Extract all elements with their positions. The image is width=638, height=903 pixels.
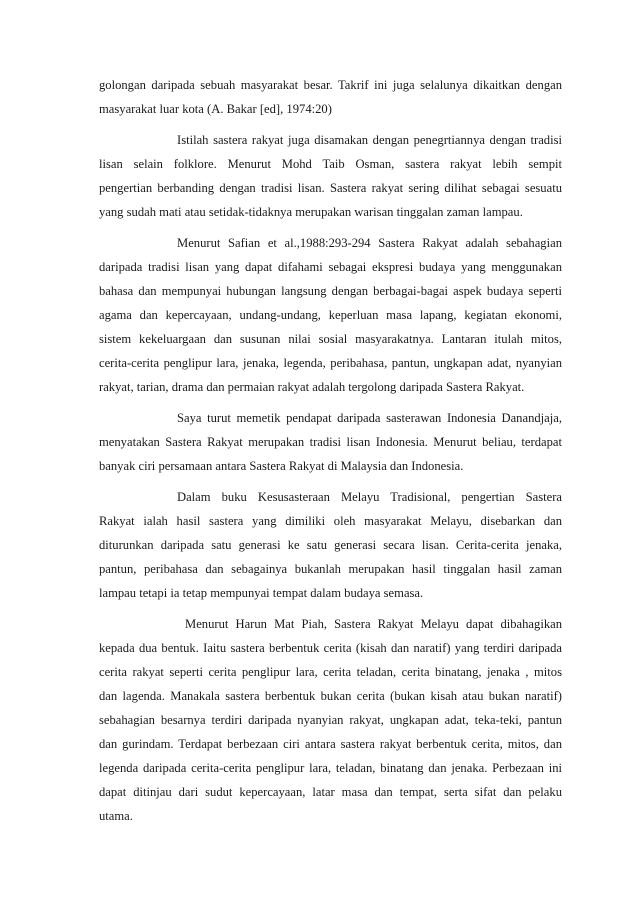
paragraph-first-line: Istilah sastera rakyat juga disamakan dengan penegrtiannya dengan tradisi <box>177 133 562 147</box>
paragraph-first-line: Menurut Safian et al.,1988:293-294 Sastera Rakyat adalah sebahagian <box>177 236 562 250</box>
text-line: pantun, peribahasa dan sebagainya bukanlah merupakan hasil tinggalan hasil zaman <box>99 562 562 576</box>
text-line: banyak ciri persamaan antara Sastera Rakyat di Malaysia dan Indonesia. <box>99 459 464 473</box>
text-line: diturunkan daripada satu generasi ke satu generasi secara lisan. Cerita-cerita jenaka, <box>99 538 562 552</box>
text-line: dan gurindam. Terdapat berbezaan ciri antara sastera rakyat berbentuk cerita, mitos, dan <box>99 737 562 751</box>
text-line: yang sudah mati atau setidak-tidaknya merupakan warisan tinggalan zaman lampau. <box>99 205 523 219</box>
text-line: pengertian berbanding dengan tradisi lisan. Sastera rakyat sering dilihat sebagai sesuatu <box>99 181 562 195</box>
text-line: lisan selain folklore. Menurut Mohd Taib Osman, sastera rakyat lebih sempit <box>99 157 562 171</box>
text-line: utama. <box>99 809 133 823</box>
text-line: Rakyat ialah hasil sastera yang dimiliki oleh masyarakat Melayu, disebarkan dan <box>99 514 562 528</box>
paragraph-first-line: Dalam buku Kesusasteraan Melayu Tradisional, pengertian Sastera <box>177 490 562 504</box>
text-line: golongan daripada sebuah masyarakat besar. Takrif ini juga selalunya dikaitkan dengan <box>99 78 562 92</box>
text-line: sebahagian besarnya terdiri daripada nyanyian rakyat, ungkapan adat, teka-teki, pantun <box>99 713 562 727</box>
text-line: cerita rakyat seperti cerita penglipur lara, cerita teladan, cerita binatang, jenaka , mitos <box>99 665 562 679</box>
text-line: legenda daripada cerita-cerita penglipur lara, teladan, binatang dan jenaka. Perbezaan ini <box>99 761 562 775</box>
text-line: agama dan kepercayaan, undang-undang, keperluan masa lapang, kegiatan ekonomi, <box>99 308 562 322</box>
text-line: menyatakan Sastera Rakyat merupakan tradisi lisan Indonesia. Menurut beliau, terdapat <box>99 435 562 449</box>
text-line: sistem kekeluargaan dan susunan nilai sosial masyarakatnya. Lantaran itulah mitos, <box>99 332 562 346</box>
text-line: kepada dua bentuk. Iaitu sastera berbentuk cerita (kisah dan naratif) yang terdiri daripada <box>99 641 562 655</box>
paragraph-first-line: Menurut Harun Mat Piah, Sastera Rakyat Melayu dapat dibahagikan <box>185 617 562 631</box>
text-line: cerita-cerita penglipur lara, jenaka, legenda, peribahasa, pantun, ungkapan adat, nyanyian <box>99 356 562 370</box>
paragraph-first-line: Saya turut memetik pendapat daripada sasterawan Indonesia Danandjaja, <box>177 411 562 425</box>
text-line: dapat ditinjau dari sudut kepercayaan, latar masa dan tempat, serta sifat dan pelaku <box>99 785 562 799</box>
text-line: rakyat, tarian, drama dan permaian rakyat adalah tergolong daripada Sastera Rakyat. <box>99 380 525 394</box>
text-line: bahasa dan mempunyai hubungan langsung dengan berbagai-bagai aspek budaya seperti <box>99 284 562 298</box>
text-line: daripada tradisi lisan yang dapat difahami sebagai ekspresi budaya yang menggunakan <box>99 260 562 274</box>
text-line: masyarakat luar kota (A. Bakar [ed], 1974:20) <box>99 102 332 116</box>
text-line: dan lagenda. Manakala sastera berbentuk bukan cerita (bukan kisah atau bukan naratif) <box>99 689 562 703</box>
text-line: lampau tetapi ia tetap mempunyai tempat dalam budaya semasa. <box>99 586 424 600</box>
